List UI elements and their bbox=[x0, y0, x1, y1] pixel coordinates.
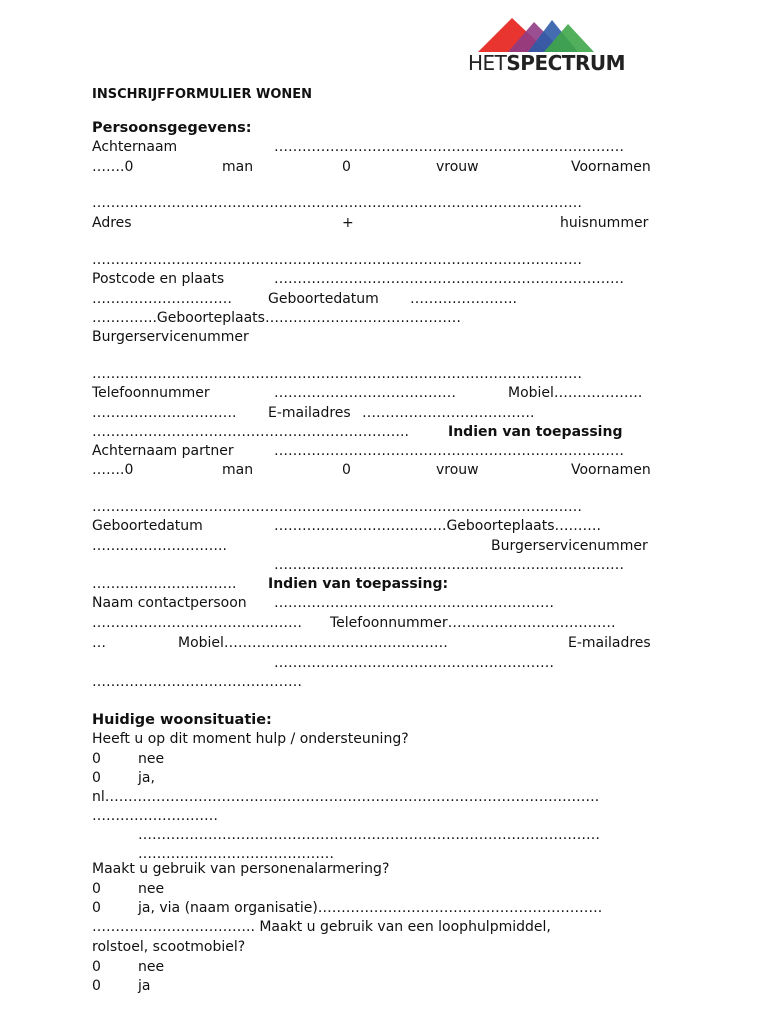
label-partner-man: man bbox=[222, 462, 254, 478]
label-partner-bsn: Burgerservicenummer bbox=[491, 538, 648, 554]
hetspectrum-logo bbox=[468, 16, 625, 76]
option-alarm-ja-zero[interactable]: 0 bbox=[92, 900, 101, 916]
field-telefoon[interactable]: ………………………………… bbox=[274, 385, 456, 401]
question-loophulpmiddel-cont: rolstoel, scootmobiel? bbox=[92, 939, 246, 955]
spectrum-triangles-icon bbox=[478, 16, 602, 52]
field-hulp-namelijk[interactable]: nl……………………………………………………………………………………………. bbox=[92, 789, 600, 805]
field-bsn[interactable]: …………………………………………………………………………………………… bbox=[92, 366, 582, 382]
field-contact-email[interactable]: …………………………………………………… bbox=[274, 655, 554, 671]
label-vrouw: vrouw bbox=[436, 159, 479, 175]
label-voornamen: Voornamen bbox=[571, 159, 651, 175]
label-indien-van-toepassing-2: Indien van toepassing: bbox=[268, 576, 449, 592]
label-telefoon: Telefoonnummer bbox=[92, 385, 210, 401]
logo-wordmark: HETSPECTRUM bbox=[468, 51, 625, 75]
label-man: man bbox=[222, 159, 254, 175]
label-mobiel[interactable]: Mobiel………………. bbox=[508, 385, 643, 401]
field-hulp-cont2[interactable]: ……………………………………………………………………………………… bbox=[138, 827, 600, 843]
label-partner-geboortedatum: Geboortedatum bbox=[92, 518, 203, 534]
section-heading-persoonsgegevens: Persoonsgegevens: bbox=[92, 120, 252, 136]
field-mobiel-cont[interactable]: …………………………. bbox=[92, 405, 237, 421]
label-contact-mobiel[interactable]: Mobiel………………………………………… bbox=[178, 635, 448, 651]
option-hulp-nee-zero[interactable]: 0 bbox=[92, 751, 101, 767]
option-hulp-ja-zero[interactable]: 0 bbox=[92, 770, 101, 786]
field-partner-voornamen[interactable]: …………………………………………………………………………………………… bbox=[92, 499, 582, 515]
option-vrouw-zero[interactable]: 0 bbox=[342, 159, 351, 175]
field-email-cont[interactable]: ………………………………………………………….. bbox=[92, 424, 409, 440]
label-partner-voornamen: Voornamen bbox=[571, 462, 651, 478]
field-hulp-cont3[interactable]: …………………………………… bbox=[138, 846, 334, 862]
label-hulp-nee: nee bbox=[138, 751, 165, 767]
label-alarm-nee: nee bbox=[138, 881, 165, 897]
label-loop-nee: nee bbox=[138, 959, 165, 975]
label-plus: + bbox=[342, 215, 354, 231]
label-geboorteplaats[interactable]: …………..Geboorteplaats…………………………………… bbox=[92, 310, 461, 326]
field-contactpersoon[interactable]: …………………………………………………… bbox=[274, 595, 554, 611]
label-contact-email: E-mailadres bbox=[568, 635, 651, 651]
option-partner-vrouw-zero[interactable]: 0 bbox=[342, 462, 351, 478]
form-title: INSCHRIJFFORMULIER WONEN bbox=[92, 87, 313, 102]
field-hulp-cont1[interactable]: ……………………… bbox=[92, 808, 218, 824]
label-contactpersoon: Naam contactpersoon bbox=[92, 595, 247, 611]
option-man-zero[interactable]: …….0 bbox=[92, 159, 134, 175]
label-partner-vrouw: vrouw bbox=[436, 462, 479, 478]
question-personenalarmering: Maakt u gebruik van personenalarmering? bbox=[92, 861, 390, 877]
field-geboortedatum[interactable]: ………………….. bbox=[410, 291, 517, 307]
option-alarm-nee-zero[interactable]: 0 bbox=[92, 881, 101, 897]
field-postcode[interactable]: ………………………………………………………………… bbox=[274, 271, 624, 287]
label-indien-van-toepassing: Indien van toepassing bbox=[448, 424, 623, 440]
question-loophulpmiddel[interactable]: …………………………….. Maakt u gebruik van een loophulpmiddel, bbox=[92, 919, 551, 935]
option-partner-man-zero[interactable]: …….0 bbox=[92, 462, 134, 478]
field-contactpersoon-cont[interactable]: ……………………………………… bbox=[92, 615, 302, 631]
field-adres[interactable]: …………………………………………………………………………………………… bbox=[92, 252, 582, 268]
option-loop-nee-zero[interactable]: 0 bbox=[92, 959, 101, 975]
field-contact-email-cont[interactable]: ……………………………………… bbox=[92, 674, 302, 690]
field-email[interactable]: ………………………………. bbox=[362, 405, 535, 421]
label-alarm-ja-organisatie[interactable]: ja, via (naam organisatie)……………………………………………………. bbox=[138, 900, 603, 916]
question-hulp: Heeft u op dit moment hulp / ondersteuning? bbox=[92, 731, 409, 747]
field-voornamen[interactable]: …………………………………………………………………………………………… bbox=[92, 195, 582, 211]
field-partner-bsn[interactable]: ………………………………………………………………… bbox=[274, 557, 624, 573]
label-email: E-mailadres bbox=[268, 405, 351, 421]
label-geboortedatum: Geboortedatum bbox=[268, 291, 379, 307]
label-postcode: Postcode en plaats bbox=[92, 271, 225, 287]
label-hulp-ja: ja, bbox=[138, 770, 155, 786]
field-postcode-cont[interactable]: ………………………… bbox=[92, 291, 232, 307]
field-partner-bsn-cont[interactable]: …………………………. bbox=[92, 576, 237, 592]
field-contact-telefoon-cont[interactable]: … bbox=[92, 635, 106, 651]
label-contact-telefoon[interactable]: Telefoonnummer……………………………… bbox=[330, 615, 616, 631]
label-huisnummer: huisnummer bbox=[560, 215, 649, 231]
label-achternaam: Achternaam bbox=[92, 139, 178, 155]
field-achternaam-partner[interactable]: ………………………………………………………………… bbox=[274, 443, 624, 459]
section-heading-woonsituatie: Huidige woonsituatie: bbox=[92, 712, 272, 728]
field-partner-geboorteplaats-cont[interactable]: ……………………….. bbox=[92, 538, 227, 554]
label-achternaam-partner: Achternaam partner bbox=[92, 443, 234, 459]
option-loop-ja-zero[interactable]: 0 bbox=[92, 978, 101, 994]
field-achternaam[interactable]: ………………………………………………………………… bbox=[274, 139, 624, 155]
field-partner-geboorteplaats[interactable]: ……………………………….Geboorteplaats………. bbox=[274, 518, 601, 534]
label-adres: Adres bbox=[92, 215, 132, 231]
label-bsn: Burgerservicenummer bbox=[92, 329, 249, 345]
label-loop-ja: ja bbox=[138, 978, 151, 994]
